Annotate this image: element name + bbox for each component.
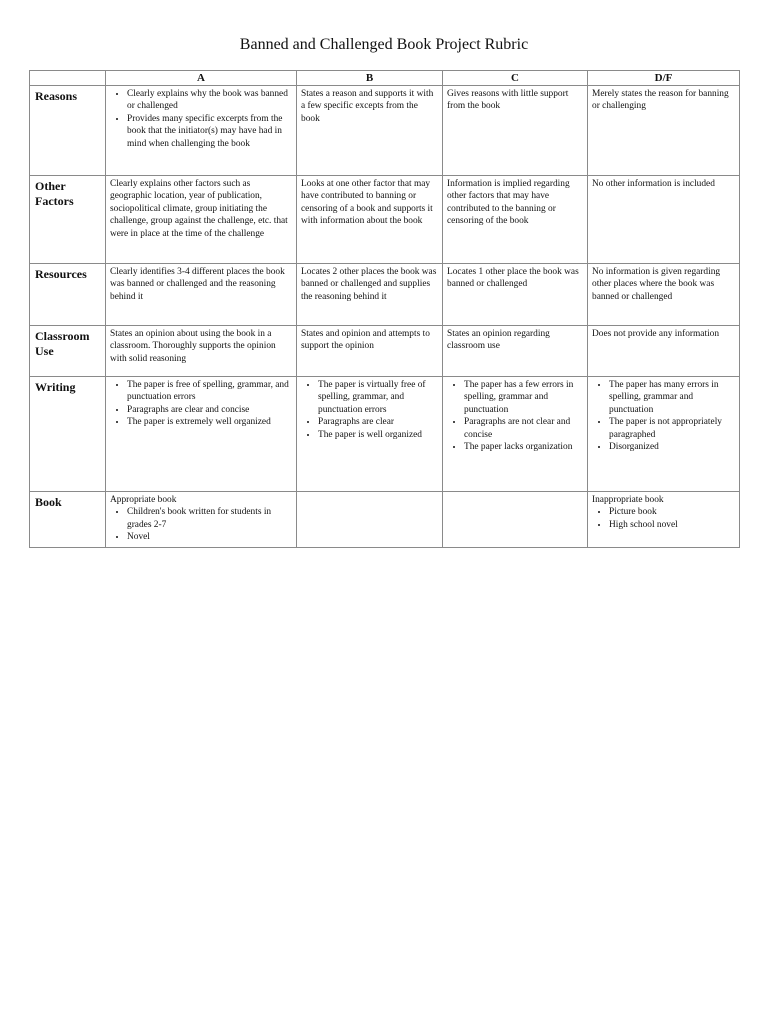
cell-resources-df: No information is given regarding other places where the book was banned or challenged <box>588 264 740 326</box>
cell-heading: Inappropriate book <box>592 495 664 505</box>
cell-classroom-a: States an opinion about using the book in a classroom. Thoroughly supports the opinion with solid reasoning <box>106 326 297 377</box>
list-item: • The paper has a few errors in spelling, grammar and punctuation <box>464 379 583 416</box>
cell-classroom-b: States and opinion and attempts to support the opinion <box>297 326 443 377</box>
cell-writing-a <box>106 377 297 492</box>
column-header-df: D/F <box>588 71 740 86</box>
row-label: Resources <box>30 264 106 326</box>
cell-classroom-df: Does not provide any information <box>588 326 740 377</box>
column-header-c: C <box>443 71 588 86</box>
table-row <box>30 264 740 326</box>
cell-reasons-c: Gives reasons with little support from the book <box>443 86 588 176</box>
cell-resources-a: Clearly identifies 3-4 different places the book was banned or challenged and the reasoning behind it <box>106 264 297 326</box>
bullet-list <box>110 379 292 429</box>
list-item: • Disorganized <box>609 441 735 453</box>
list-item: • High school novel <box>609 519 735 531</box>
corner-cell <box>30 71 106 86</box>
cell-writing-c <box>443 377 588 492</box>
cell-writing-b <box>297 377 443 492</box>
bullet-list <box>592 379 735 453</box>
row-label: Book <box>30 492 106 548</box>
cell-heading: Appropriate book <box>110 495 177 505</box>
bullet-list <box>592 506 735 531</box>
cell-writing-df <box>588 377 740 492</box>
rubric-table <box>29 70 740 548</box>
cell-resources-c: Locates 1 other place the book was banned or challenged <box>443 264 588 326</box>
bullet-list <box>110 506 292 543</box>
bullet-list <box>447 379 583 453</box>
list-item: • Picture book <box>609 506 735 518</box>
document-title: Banned and Challenged Book Project Rubric <box>239 36 529 53</box>
list-item: • Paragraphs are not clear and concise <box>464 416 583 441</box>
cell-book-df <box>588 492 740 548</box>
list-item: • Novel <box>127 531 292 543</box>
cell-classroom-c: States an opinion regarding classroom use <box>443 326 588 377</box>
row-label: Other Factors <box>30 176 106 264</box>
list-item: • The paper has many errors in spelling, grammar and punctuation <box>609 379 735 416</box>
list-item: • The paper is free of spelling, grammar, and punctuation errors <box>127 379 292 404</box>
cell-factors-df: No other information is included <box>588 176 740 264</box>
table-row <box>30 86 740 176</box>
row-label: Classroom Use <box>30 326 106 377</box>
table-row <box>30 492 740 548</box>
cell-resources-b: Locates 2 other places the book was banned or challenged and supplies the reasoning behind it <box>297 264 443 326</box>
list-item: • Paragraphs are clear and concise <box>127 404 292 416</box>
list-item: • Clearly explains why the book was banned or challenged <box>127 88 292 113</box>
bullet-list <box>301 379 438 441</box>
cell-reasons-b: States a reason and supports it with a few specific excepts from the book <box>297 86 443 176</box>
list-item: • Children's book written for students in grades 2-7 <box>127 506 292 531</box>
table-row <box>30 326 740 377</box>
column-header-a: A <box>106 71 297 86</box>
cell-factors-a: Clearly explains other factors such as geographic location, year of publication, sociopolitical climate, group initiating the challenge, group against the challenge, etc. that were in place at the time of the challenge <box>106 176 297 264</box>
column-header-b: B <box>297 71 443 86</box>
cell-factors-b: Looks at one other factor that may have contributed to banning or censoring of a book and supports it with information about the book <box>297 176 443 264</box>
list-item: • Provides many specific excerpts from the book that the initiator(s) may have had in mind when challenging the book <box>127 113 292 150</box>
cell-factors-c: Information is implied regarding other factors that may have contributed to the banning or censoring of the book <box>443 176 588 264</box>
cell-reasons-a <box>106 86 297 176</box>
cell-book-b <box>297 492 443 548</box>
cell-reasons-df: Merely states the reason for banning or challenging <box>588 86 740 176</box>
header-row <box>30 71 740 86</box>
table-row <box>30 176 740 264</box>
row-label: Reasons <box>30 86 106 176</box>
cell-book-a <box>106 492 297 548</box>
list-item: • The paper is not appropriately paragraphed <box>609 416 735 441</box>
list-item: • Paragraphs are clear <box>318 416 438 428</box>
table-row <box>30 377 740 492</box>
list-item: • The paper is extremely well organized <box>127 416 292 428</box>
list-item: • The paper lacks organization <box>464 441 583 453</box>
list-item: • The paper is virtually free of spelling, grammar, and punctuation errors <box>318 379 438 416</box>
cell-book-c <box>443 492 588 548</box>
list-item: • The paper is well organized <box>318 429 438 441</box>
bullet-list <box>110 88 292 150</box>
row-label: Writing <box>30 377 106 492</box>
